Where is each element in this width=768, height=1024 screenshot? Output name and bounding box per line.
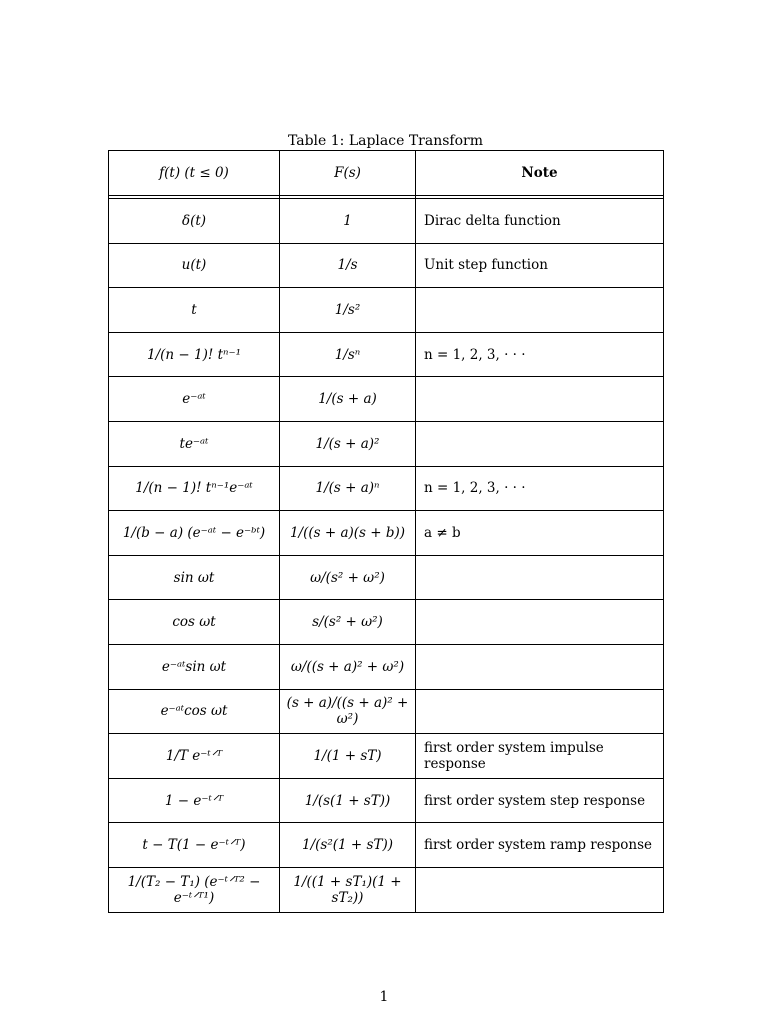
cell-time-domain: [109, 243, 280, 288]
header-s-domain-label: F(s): [334, 165, 361, 181]
cell-s-domain: [280, 778, 416, 823]
cell-note: [416, 199, 664, 244]
cell-s-domain: [280, 243, 416, 288]
table-row: [109, 867, 664, 912]
cell-time-domain: [109, 199, 280, 244]
cell-time-domain: [109, 332, 280, 377]
table-row: [109, 199, 664, 244]
table-row: [109, 689, 664, 734]
cell-note: [416, 734, 664, 779]
cell-note-text: Unit step function: [424, 257, 548, 274]
cell-time-domain-text: e⁻ᵃᵗsin ωt: [161, 658, 227, 675]
cell-note: [416, 689, 664, 734]
cell-note: [416, 511, 664, 556]
cell-s-domain-text: (s + a)/((s + a)² + ω²): [286, 695, 409, 728]
cell-s-domain: [280, 377, 416, 422]
cell-note-text: n = 1, 2, 3, · · ·: [424, 346, 526, 363]
cell-note: [416, 377, 664, 422]
table-row: [109, 332, 664, 377]
cell-time-domain-text: 1/T e⁻ᵗᐟᵀ: [165, 747, 223, 764]
cell-time-domain-text: te⁻ᵃᵗ: [179, 435, 209, 452]
cell-time-domain: [109, 377, 280, 422]
table-row: [109, 511, 664, 556]
cell-time-domain: [109, 555, 280, 600]
cell-s-domain-text: 1/(1 + sT): [313, 747, 382, 764]
cell-note: [416, 332, 664, 377]
cell-s-domain-text: 1/sⁿ: [334, 346, 361, 363]
cell-time-domain-text: 1/(b − a) (e⁻ᵃᵗ − e⁻ᵇᵗ): [122, 524, 266, 541]
cell-s-domain: [280, 823, 416, 868]
cell-s-domain: [280, 288, 416, 333]
cell-note-text: n = 1, 2, 3, · · ·: [424, 480, 526, 497]
cell-note-text: first order system impulse response: [424, 739, 604, 772]
cell-s-domain-text: 1/(s + a)²: [315, 435, 380, 452]
laplace-transform-table: [108, 150, 664, 913]
cell-time-domain: [109, 600, 280, 645]
cell-time-domain: [109, 511, 280, 556]
cell-s-domain: [280, 466, 416, 511]
cell-time-domain: [109, 778, 280, 823]
cell-s-domain-text: ω/(s² + ω²): [310, 569, 385, 586]
cell-time-domain-text: e⁻ᵃᵗcos ωt: [160, 703, 228, 720]
cell-note-text: a ≠ b: [424, 524, 461, 541]
table-row: [109, 823, 664, 868]
cell-time-domain-text: 1/(n − 1)! tⁿ⁻¹: [147, 346, 241, 363]
cell-s-domain-text: 1/(s + a): [318, 391, 377, 408]
header-time-domain-label: f(t) (t ≤ 0): [159, 165, 229, 181]
cell-time-domain: [109, 734, 280, 779]
cell-note: [416, 778, 664, 823]
cell-time-domain: [109, 644, 280, 689]
cell-note: [416, 243, 664, 288]
cell-time-domain: [109, 689, 280, 734]
cell-note-text: first order system step response: [424, 792, 646, 809]
cell-note: [416, 823, 664, 868]
table-row: [109, 288, 664, 333]
cell-note: [416, 600, 664, 645]
cell-time-domain-text: e⁻ᵃᵗ: [182, 391, 206, 408]
cell-time-domain: [109, 867, 280, 912]
table-row: [109, 466, 664, 511]
cell-s-domain: [280, 689, 416, 734]
page-number: 1: [379, 989, 389, 1005]
cell-note: [416, 421, 664, 466]
cell-time-domain: [109, 466, 280, 511]
header-s-domain: [280, 151, 416, 196]
cell-s-domain-text: 1: [343, 212, 352, 229]
cell-note-text: Dirac delta function: [424, 212, 561, 229]
cell-time-domain-text: δ(t): [181, 212, 207, 229]
cell-s-domain-text: s/(s² + ω²): [312, 614, 383, 631]
cell-s-domain: [280, 867, 416, 912]
cell-time-domain-text: 1 − e⁻ᵗᐟᵀ: [164, 792, 224, 809]
cell-time-domain-text: 1/(T₂ − T₁) (e⁻ᵗᐟᵀ² − e⁻ᵗᐟᵀ¹): [127, 873, 261, 906]
cell-time-domain-text: t: [191, 301, 197, 318]
cell-note: [416, 867, 664, 912]
cell-time-domain: [109, 288, 280, 333]
cell-s-domain: [280, 511, 416, 556]
table-header-row: [109, 151, 664, 196]
cell-s-domain-text: 1/(s(1 + sT)): [304, 792, 391, 809]
table-row: [109, 555, 664, 600]
header-note: Note: [416, 151, 664, 196]
cell-s-domain: [280, 332, 416, 377]
cell-note: [416, 555, 664, 600]
cell-time-domain-text: sin ωt: [173, 569, 215, 586]
cell-s-domain-text: 1/s²: [334, 301, 361, 318]
header-time-domain: [109, 151, 280, 196]
cell-time-domain: [109, 823, 280, 868]
cell-time-domain-text: cos ωt: [172, 614, 216, 631]
cell-s-domain: [280, 199, 416, 244]
table-row: [109, 778, 664, 823]
cell-s-domain-text: 1/((s + a)(s + b)): [289, 524, 406, 541]
table-row: [109, 734, 664, 779]
cell-time-domain-text: 1/(n − 1)! tⁿ⁻¹e⁻ᵃᵗ: [135, 480, 253, 497]
cell-note: [416, 466, 664, 511]
cell-note-text: first order system ramp response: [424, 837, 653, 854]
cell-s-domain: [280, 555, 416, 600]
table-row: [109, 644, 664, 689]
cell-s-domain-text: 1/((1 + sT₁)(1 + sT₂)): [293, 873, 402, 906]
cell-time-domain-text: u(t): [181, 257, 207, 274]
cell-s-domain-text: 1/(s²(1 + sT)): [302, 837, 393, 854]
table-row: [109, 421, 664, 466]
cell-s-domain: [280, 421, 416, 466]
table-row: [109, 600, 664, 645]
cell-s-domain-text: 1/(s + a)ⁿ: [315, 480, 380, 497]
table-row: [109, 377, 664, 422]
cell-time-domain-text: t − T(1 − e⁻ᵗᐟᵀ): [142, 837, 246, 854]
cell-s-domain-text: 1/s: [337, 257, 358, 274]
cell-note: [416, 288, 664, 333]
table-row: [109, 243, 664, 288]
cell-note: [416, 644, 664, 689]
cell-s-domain-text: ω/((s + a)² + ω²): [290, 658, 405, 675]
cell-s-domain: [280, 644, 416, 689]
table-caption: Table 1: Laplace Transform: [287, 133, 483, 149]
cell-time-domain: [109, 421, 280, 466]
cell-s-domain: [280, 600, 416, 645]
cell-s-domain: [280, 734, 416, 779]
